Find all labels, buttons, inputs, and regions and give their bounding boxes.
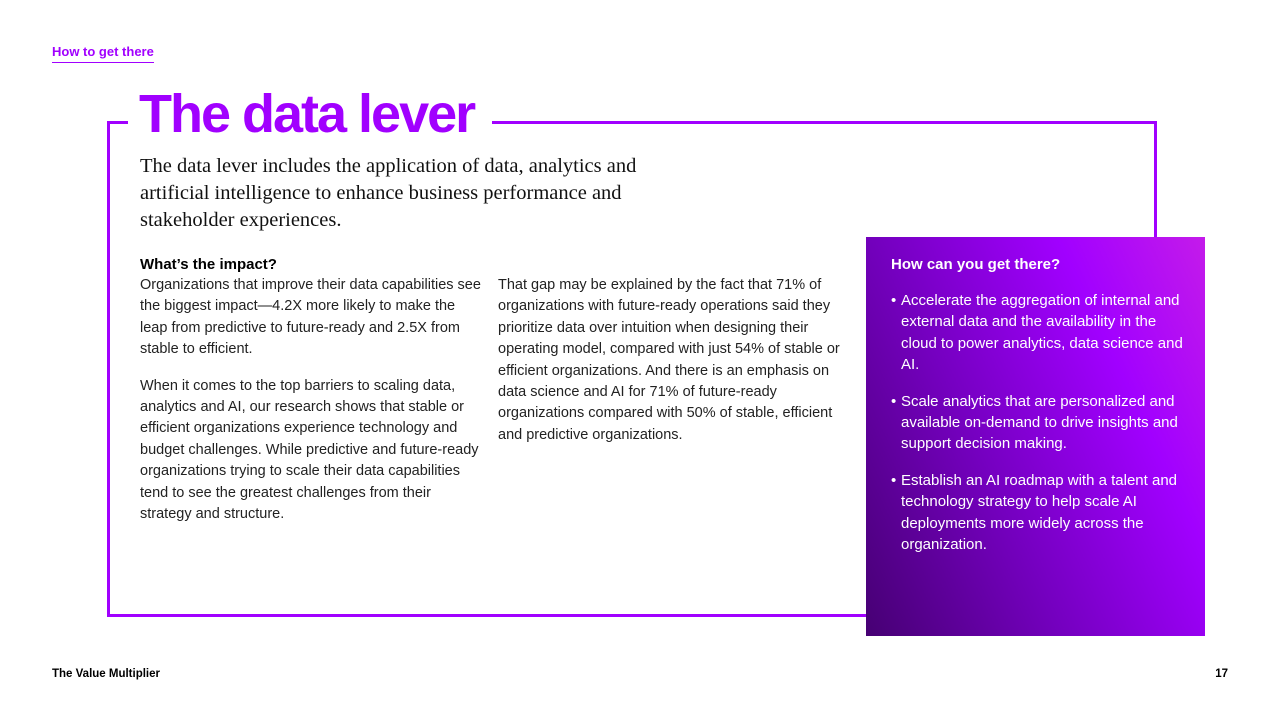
how-to-get-there-panel [866, 237, 1205, 636]
panel-bullet-item [891, 470, 1183, 556]
page-number: 17 [1215, 668, 1228, 680]
impact-paragraph: That gap may be explained by the fact that 71% of organizations with future-ready operations said they prioritize data over intuition when designing their operating model, compared with just 54% of stable or efficient organizations. And there is an emphasis on data science and AI for 71% of future-ready organizations compared with 50% of stable, efficient and predictive organizations. [498, 277, 840, 443]
panel-bullet-text: Establish an AI roadmap with a talent and technology strategy to help scale AI deployments more widely across the organization. [901, 471, 1178, 554]
bullet-icon: • [891, 392, 897, 410]
page-title: The data lever [139, 84, 475, 144]
panel-bullet-list [891, 290, 1183, 555]
impact-paragraph: When it comes to the top barriers to scaling data, analytics and AI, our research shows that stable or efficient organizations experience technology and budget challenges. While predictive and future-ready organizations trying to scale their data capabilities tend to see the greatest challenges from their strategy and structure. [140, 377, 479, 523]
bullet-icon: • [891, 471, 897, 489]
panel-bullet-text: Scale analytics that are personalized and available on-demand to drive insights and support decision making. [901, 392, 1178, 453]
impact-column-right [498, 275, 848, 446]
impact-heading: What’s the impact? [140, 256, 277, 273]
bullet-icon: • [891, 292, 897, 309]
impact-column-left [140, 275, 485, 525]
intro-paragraph: The data lever includes the application of data, analytics and artificial intelligence to enhance business performance and stakeholder experiences. [140, 155, 637, 231]
panel-heading: How can you get there? [891, 256, 1061, 273]
breadcrumb-link[interactable]: How to get there [52, 44, 154, 63]
footer-document-title: The Value Multiplier [52, 668, 160, 680]
panel-bullet-text: Accelerate the aggregation of internal and external data and the availability in the cloud to power analytics, data science and AI. [901, 292, 1183, 374]
impact-paragraph: Organizations that improve their data capabilities see the biggest impact—4.2X more likely to make the leap from predictive to future-ready and 2.5X from stable to efficient. [140, 277, 481, 358]
panel-bullet-item [891, 290, 1183, 376]
panel-bullet-item [891, 391, 1183, 455]
